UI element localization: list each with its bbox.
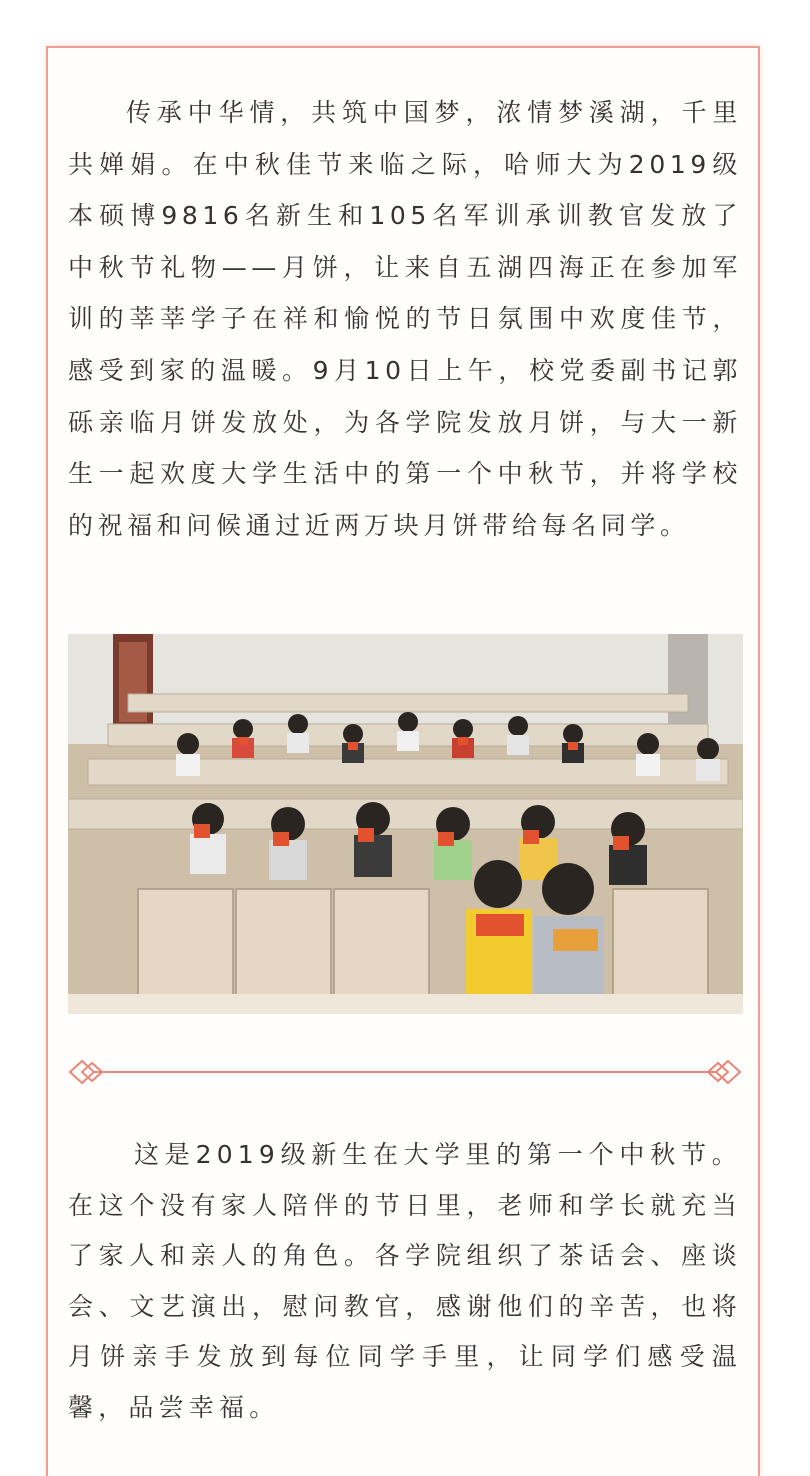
article-paragraph-1: 传承中华情，共筑中国梦，浓情梦溪湖，千里共婵娟。在中秋佳节来临之际，哈师大为2019级本硕博9816名新生和105名军训承训教官发放了中秋节礼物——月饼，让来自五湖四海正在参加军训的莘莘学子在祥和愉悦的节日氛围中欢度佳节，感受到家的温暖。9月10日上午，校党委副书记郭砾亲临月饼发放处，为各学院发放月饼，与大一新生一起欢度大学生活中的第一个中秋节，并将学校的祝福和问候通过近两万块月饼带给每名同学。 [68, 98, 742, 540]
decorative-divider [68, 1058, 742, 1086]
article-paragraph-2: 这是2019级新生在大学里的第一个中秋节。在这个没有家人陪伴的节日里，老师和学长就充当了家人和亲人的角色。各学院组织了茶话会、座谈会、文艺演出，慰问教官，感谢他们的辛苦，也将月饼亲手发放到每位同学手里，让同学们感受温馨，品尝幸福。 [68, 1140, 742, 1422]
classroom-photo-illustration [68, 634, 743, 1014]
students-holding-mooncakes-photo [68, 634, 743, 1014]
